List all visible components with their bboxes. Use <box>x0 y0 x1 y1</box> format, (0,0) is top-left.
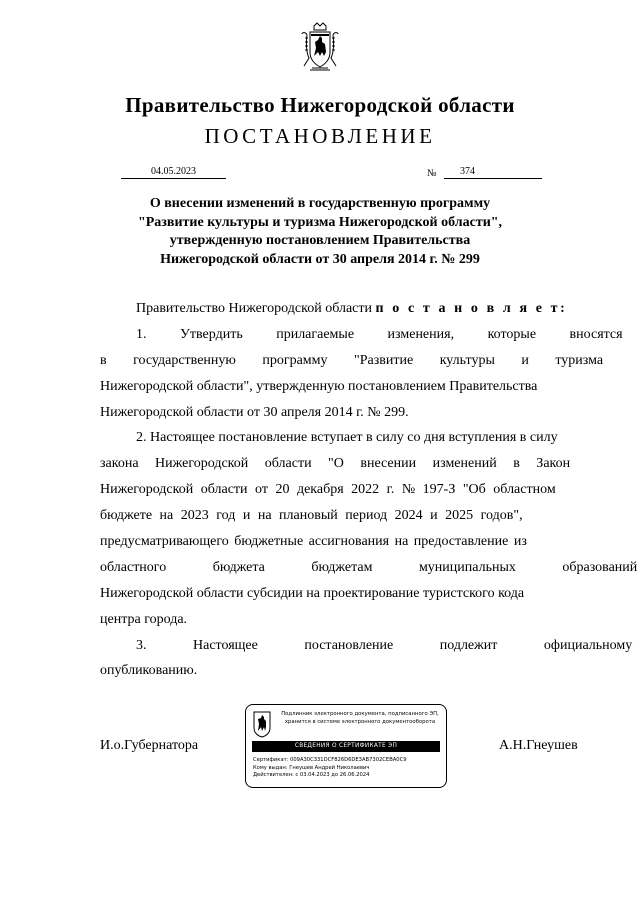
document-body <box>100 296 638 684</box>
subject-line: "Развитие культуры и туризма Нижегородской области", <box>137 214 503 230</box>
stamp-title: СВЕДЕНИЯ О СЕРТИФИКАТЕ ЭП <box>252 741 440 752</box>
p2-line: Нижегородской области от 20 декабря 2022 г. № 197-З "Об областном <box>100 482 556 498</box>
document-number: 374 <box>444 166 542 179</box>
p2-line: 2. Настоящее постановление вступает в силу со дня вступления в силу <box>136 430 558 446</box>
preamble-decree-word: п о с т а н о в л я е т: <box>375 301 568 316</box>
stamp-note-line: хранится в системе электронного документооборота <box>284 718 436 725</box>
subject-line: О внесении изменений в государственную программу <box>149 196 491 211</box>
p1-line: в государственную программу "Развитие культуры и туризма <box>100 352 604 368</box>
stamp-note-line: Подлинник электронного документа, подписанного ЭП, <box>281 711 439 717</box>
certificate-serial: Сертификат: 009A30C331DCF826D6DE3AB7302CEBA0C9 <box>253 757 407 763</box>
signatory-name: А.Н.Гнеушев <box>499 738 578 753</box>
coat-of-arms-emblem <box>300 22 340 72</box>
number-sign: № <box>427 168 437 179</box>
subject-line: утвержденную постановлением Правительства <box>169 233 471 248</box>
certificate-validity: Действителен: с 03.04.2023 до 26.06.2024 <box>253 772 370 779</box>
document-date: 04.05.2023 <box>121 166 226 179</box>
p2-line: центра города. <box>100 611 188 627</box>
signatory-position: И.о.Губернатора <box>100 738 199 753</box>
certificate-owner: Кому выдан: Гнеушев Андрей Николаевич <box>253 764 370 771</box>
subject-line: Нижегородской области от 30 апреля 2014 г. № 299 <box>160 251 480 267</box>
document-subject <box>0 195 640 269</box>
document-type: ПОСТАНОВЛЕНИЕ <box>204 124 436 148</box>
preamble-text: Правительство Нижегородской области <box>136 301 372 316</box>
organization-title: Правительство Нижегородской области <box>125 93 515 117</box>
p2-line: предусматривающего бюджетные ассигнования на предоставление из <box>100 534 527 550</box>
p2-line: бюджете на 2023 год и на плановый период 2024 и 2025 годов", <box>100 508 523 524</box>
p3-line: 3. Настоящее постановление подлежит официальному <box>136 637 633 653</box>
preamble <box>100 296 594 322</box>
paragraph-1 <box>100 322 623 348</box>
stamp-note <box>276 711 444 726</box>
p1-line: Нижегородской области", утвержденную постановлением Правительства <box>100 378 538 394</box>
p2-line: закона Нижегородской области "О внесении изменений в Закон <box>100 456 571 472</box>
electronic-signature-stamp <box>245 704 447 788</box>
p2-line: областного бюджета бюджетам муниципальных образований <box>100 559 638 575</box>
p1-line: Нижегородской области от 30 апреля 2014 г. № 299. <box>100 404 409 420</box>
p3-line: опубликованию. <box>100 663 198 679</box>
p1-line: 1. Утвердить прилагаемые изменения, которые вносятся <box>136 326 623 342</box>
deer-emblem-icon <box>253 710 271 738</box>
stamp-details <box>253 757 407 780</box>
p2-line: Нижегородской области субсидии на проектирование туристского кода <box>100 585 525 601</box>
